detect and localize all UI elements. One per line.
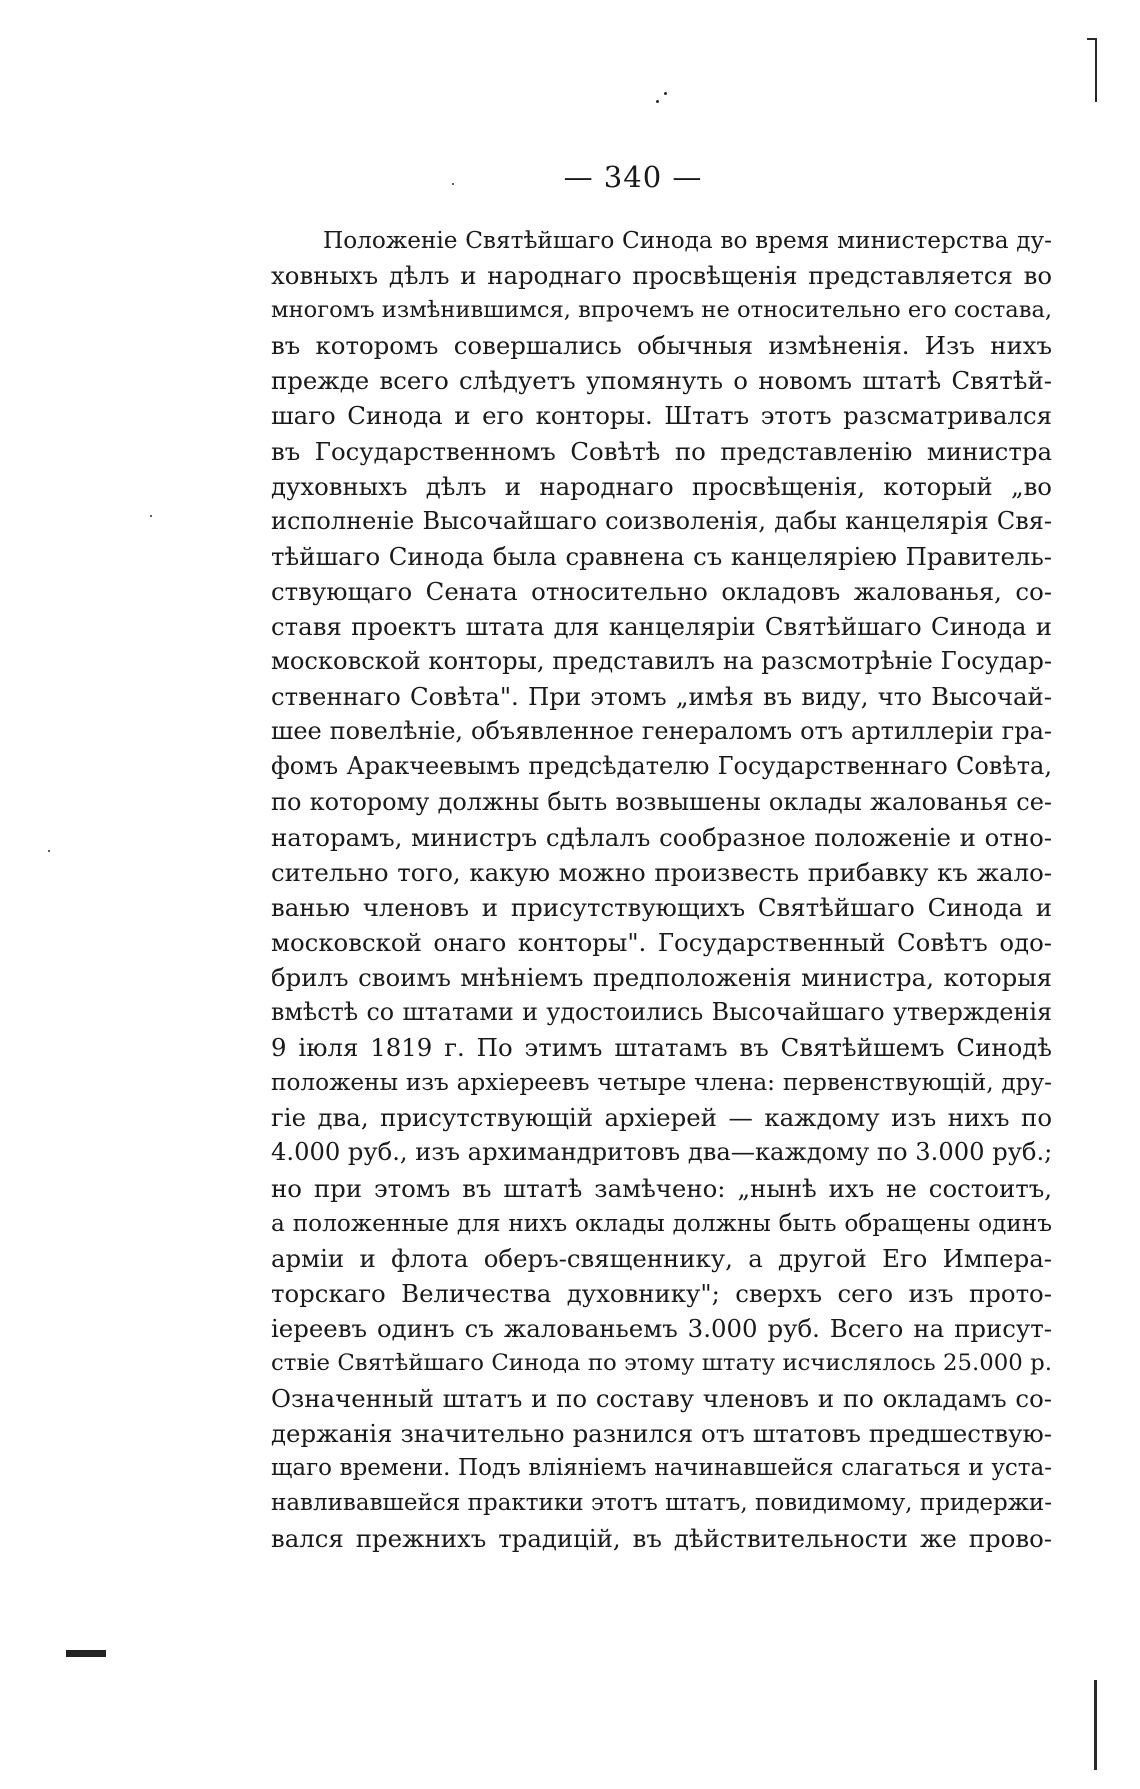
- scan-speck: [48, 850, 50, 852]
- text-line: тѣйшаго Синода была сравнена съ канцеляріею Правитель-: [271, 541, 1052, 571]
- text-line: духовныхъ дѣлъ и народнаго просвѣщенія, который „во: [271, 471, 1052, 501]
- text-line: арміи и флота оберъ-священнику, а другой Его Импера-: [271, 1243, 1052, 1273]
- text-line: гіе два, присутствующій архіерей — каждому изъ нихъ по: [271, 1103, 1052, 1133]
- text-line: многомъ измѣнившимся, впрочемъ не относительно его состава,: [271, 297, 1053, 324]
- text-line: сительно того, какую можно произвесть прибавку къ жало-: [271, 857, 1052, 887]
- scan-edge-mark: [1094, 1680, 1097, 1770]
- text-line: наторамъ, министръ сдѣлалъ сообразное положеніе и отно-: [271, 822, 1052, 852]
- text-line: шаго Синода и его конторы. Штатъ этотъ разсматривался: [271, 401, 1052, 431]
- text-line: прежде всего слѣдуетъ упомянуть о новомъ штатѣ Святѣй-: [271, 366, 1052, 396]
- scan-speck: [664, 92, 667, 95]
- scan-speck: [656, 100, 659, 103]
- text-line: вался прежнихъ традицій, въ дѣйствительности же прово-: [271, 1524, 1052, 1554]
- text-line: ховныхъ дѣлъ и народнаго просвѣщенія представляется во: [271, 261, 1052, 291]
- text-line: ствующаго Сената относительно окладовъ жалованья, со-: [271, 576, 1052, 606]
- text-line: въ которомъ совершались обычныя измѣненія. Изъ нихъ: [271, 331, 1052, 361]
- text-line: шее повелѣніе, объявленное генераломъ отъ артиллеріи гра-: [271, 717, 1052, 746]
- text-line: ставя проектъ штата для канцеляріи Святѣйшаго Синода и: [271, 612, 1052, 642]
- text-line: держанія значительно разнился отъ штатовъ предшествую-: [271, 1419, 1052, 1449]
- text-line: ванью членовъ и присутствующихъ Святѣйшаго Синода и: [271, 892, 1052, 922]
- text-line: по которому должны быть возвышены оклады жалованья се-: [271, 787, 1052, 816]
- text-line: Означенный штатъ и по составу членовъ и по окладамъ со-: [271, 1384, 1052, 1414]
- scan-edge-mark: [1087, 38, 1097, 40]
- text-line: но при этомъ въ штатѣ замѣчено: „нынѣ ихъ не состоитъ,: [271, 1173, 1052, 1203]
- text-line: московской онаго конторы". Государственный Совѣтъ одо-: [271, 927, 1052, 957]
- page-number-text: — 340 —: [563, 160, 703, 194]
- scan-speck: [150, 515, 152, 517]
- text-line: 4.000 руб., изъ архимандритовъ два—каждому по 3.000 руб.;: [271, 1138, 1053, 1167]
- text-line: 9 іюля 1819 г. По этимъ штатамъ въ Святѣйшемъ Синодѣ: [271, 1033, 1052, 1063]
- text-line: навливавшейся практики этотъ штатъ, повидимому, придержи-: [271, 1490, 1052, 1517]
- text-line: іереевъ одинъ съ жалованьемъ 3.000 руб. Всего на присут-: [271, 1313, 1052, 1343]
- page-number: [0, 160, 1140, 194]
- scan-edge-mark: [1095, 38, 1097, 102]
- text-line: исполненіе Высочайшаго соизволенія, дабы канцелярія Свя-: [271, 506, 1052, 535]
- text-line: брилъ своимъ мнѣніемъ предположенія министра, которыя: [271, 962, 1052, 992]
- text-line: вмѣстѣ со штатами и удостоились Высочайшаго утвержденія: [271, 998, 1052, 1027]
- scan-smudge: [66, 1650, 106, 1657]
- text-line: торскаго Величества духовнику"; сверхъ сего изъ прото-: [271, 1278, 1052, 1308]
- body-text: [271, 223, 1052, 1557]
- text-line: ственнаго Совѣта". При этомъ „имѣя въ виду, что Высочай-: [271, 682, 1052, 712]
- text-line: ствіе Святѣйшаго Синода по этому штату исчислялось 25.000 р.: [271, 1350, 1052, 1376]
- text-line: положены изъ архіереевъ четыре члена: первенствующій, дру-: [271, 1069, 1052, 1097]
- text-line: въ Государственномъ Совѣтѣ по представленію министра: [271, 436, 1052, 466]
- text-line: фомъ Аракчеевымъ предсѣдателю Государственнаго Совѣта,: [271, 752, 1052, 781]
- text-line: московской конторы, представилъ на разсмотрѣніе Государ-: [271, 647, 1052, 676]
- text-line: а положенные для нихъ оклады должны быть обращены одинъ: [271, 1209, 1052, 1237]
- text-line: Положеніе Святѣйшаго Синода во время министерства ду-: [323, 227, 1052, 254]
- text-line: щаго времени. Подъ вліяніемъ начинавшейся слагаться и уста-: [271, 1455, 1052, 1482]
